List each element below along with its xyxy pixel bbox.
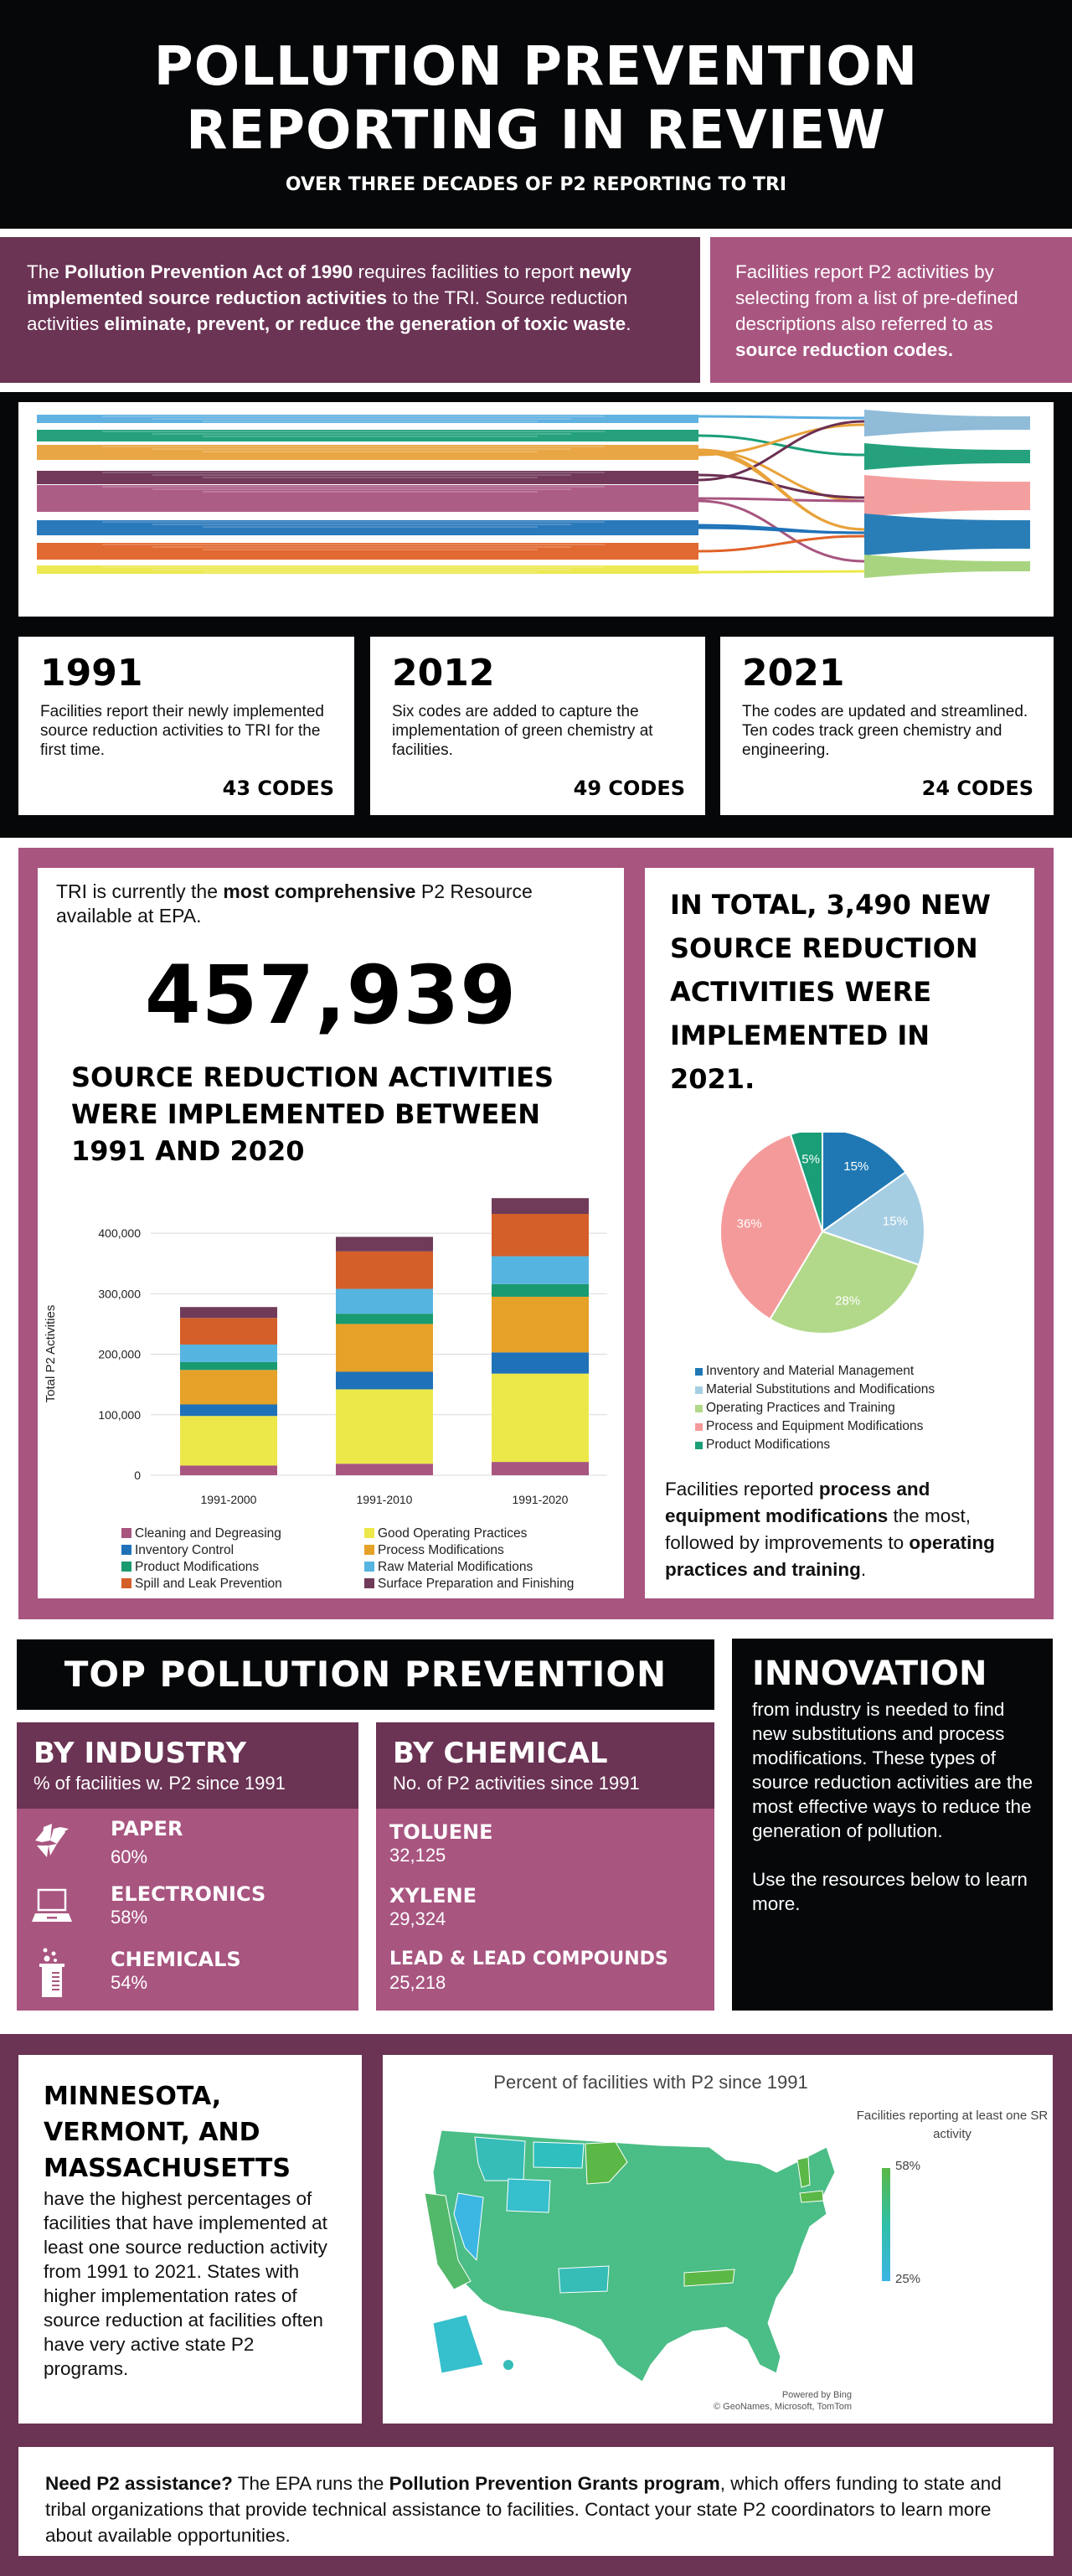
intro-text: .	[626, 313, 631, 334]
svg-text:200,000: 200,000	[98, 1347, 141, 1361]
legend-label: Good Operating Practices	[378, 1526, 528, 1541]
by-industry-header	[17, 1722, 358, 1809]
code-count: 43 CODES	[222, 777, 334, 800]
top-states-title	[44, 2078, 343, 2186]
grants-text: , which offers funding to state and tribal organizations that provide technical assistance to facilities. Contact your state P2 coordinators to learn more about available opportunities.	[45, 2473, 1002, 2546]
legend-label: Operating Practices and Training	[706, 1401, 895, 1415]
industry-item-electronics	[111, 1882, 265, 1929]
legend-swatch	[121, 1528, 131, 1538]
industry-name: PAPER	[111, 1817, 183, 1840]
top-states-body: have the highest percentages of facilities that have implemented at least one source reduction activity from 1991 to 2021. States with higher implementation rates of source reduction at facilities often have very active state P2 programs.	[44, 2188, 327, 2379]
bar-segment	[492, 1284, 589, 1297]
timeline-section	[0, 392, 1072, 838]
by-industry-heading: BY INDUSTRY	[34, 1737, 247, 1770]
cumulative-card	[38, 868, 624, 1598]
beaker-icon	[37, 1947, 67, 1999]
chemical-name: XYLENE	[389, 1884, 477, 1907]
bar-segment	[180, 1345, 277, 1362]
industry-value: 54%	[111, 1972, 148, 1993]
sankey-output-band	[864, 443, 1030, 470]
chemical-item-lead	[389, 1948, 668, 1995]
pie-chart-canvas	[645, 1133, 1034, 1342]
bar-segment	[336, 1314, 433, 1324]
title-line-2: REPORTING IN REVIEW	[186, 100, 886, 162]
legend-label: Process Modifications	[378, 1543, 504, 1557]
svg-text:1991-2020: 1991-2020	[512, 1493, 569, 1506]
legend-item	[364, 1526, 527, 1541]
by-industry-subheading: % of facilities w. P2 since 1991	[34, 1773, 286, 1794]
intro-text: to the TRI. Source reduction activities	[27, 287, 628, 334]
svg-text:15%: 15%	[843, 1159, 869, 1174]
industry-value: 58%	[111, 1907, 148, 1928]
alaska-region	[433, 2315, 483, 2373]
summary-part: the most, followed by improvements to	[665, 1505, 972, 1553]
annual-title-line: SOURCE REDUCTION	[670, 932, 978, 964]
bar-segment	[492, 1352, 589, 1373]
legend-item	[695, 1438, 830, 1453]
annual-title-line: IN TOTAL, 3,490 NEW	[670, 889, 991, 921]
year-label: 1991	[40, 652, 143, 694]
map-attribution-credits: © GeoNames, Microsoft, TomTom	[714, 2402, 852, 2412]
p2-grants-card	[18, 2447, 1054, 2556]
bar-segment	[180, 1465, 277, 1475]
legend-swatch	[695, 1368, 703, 1376]
bar-segment	[336, 1236, 433, 1251]
legend-label: Product Modifications	[706, 1438, 831, 1452]
svg-text:1991-2000: 1991-2000	[200, 1493, 257, 1506]
bar-segment	[336, 1289, 433, 1314]
top-p2-title: TOP POLLUTION PREVENTION	[17, 1639, 714, 1710]
legend-item	[121, 1526, 281, 1541]
origami-crane-icon	[32, 1822, 72, 1862]
bar-chart-canvas	[38, 1186, 624, 1521]
map-attribution-bing: Powered by Bing	[781, 2390, 852, 2400]
map-legend-title: Facilities reporting at least one SR activity	[856, 2109, 1049, 2141]
bar-segment	[336, 1372, 433, 1390]
svg-text:100,000: 100,000	[98, 1407, 141, 1422]
chemical-name: TOLUENE	[389, 1820, 493, 1844]
top-states-card	[18, 2055, 362, 2424]
map-legend-max: 58%	[895, 2159, 921, 2173]
summary-bold: process and equipment modifications	[665, 1479, 930, 1526]
legend-label: Inventory and Material Management	[706, 1364, 915, 1378]
bar-segment	[180, 1416, 277, 1465]
code-count: 49 CODES	[573, 777, 685, 800]
bar-segment	[180, 1318, 277, 1345]
legend-label: Spill and Leak Prevention	[135, 1577, 282, 1591]
annual-title	[670, 883, 1022, 1101]
sr-title-line: WERE IMPLEMENTED BETWEEN	[71, 1098, 540, 1130]
legend-item	[121, 1543, 234, 1558]
intro-text: Facilities report P2 activities by selecting from a list of pre-defined descriptions also referred to as	[735, 261, 1018, 334]
sankey-chart	[18, 402, 1054, 617]
sr-title-line: SOURCE REDUCTION ACTIVITIES	[71, 1061, 554, 1093]
us-map	[408, 2114, 877, 2398]
sankey-output-band	[864, 514, 1030, 555]
legend-swatch	[695, 1442, 703, 1449]
annual-title-line: 2021.	[670, 1063, 755, 1095]
legend-label: Inventory Control	[135, 1543, 234, 1557]
bar-segment	[180, 1405, 277, 1417]
sr-title-line: 1991 AND 2020	[71, 1135, 305, 1167]
bar-segment	[492, 1198, 589, 1214]
sankey-output-band	[864, 555, 1030, 578]
grants-bold: Need P2 assistance?	[45, 2473, 233, 2494]
chemical-value: 32,125	[389, 1845, 446, 1866]
total-activities-number: 457,939	[144, 948, 518, 1042]
legend-item	[121, 1577, 282, 1592]
bar-segment	[180, 1362, 277, 1370]
intro-bold: eliminate, prevent, or reduce the generation of toxic waste	[104, 313, 626, 334]
legend-label: Product Modifications	[135, 1560, 260, 1574]
legend-swatch	[364, 1562, 374, 1572]
lead-bold: most comprehensive	[223, 880, 416, 902]
bar-segment	[492, 1374, 589, 1462]
pie-chart	[645, 1133, 1034, 1342]
bar-segment	[336, 1324, 433, 1371]
annual-summary	[665, 1476, 1025, 1583]
legend-swatch	[364, 1545, 374, 1555]
intro-bold: newly implemented source reduction activities	[27, 261, 631, 308]
bar-segment	[180, 1370, 277, 1404]
lead-part: P2 Resource available at EPA.	[56, 880, 533, 927]
year-card-2012	[370, 637, 705, 815]
bar-segment	[492, 1462, 589, 1475]
legend-swatch	[121, 1578, 131, 1588]
massachusetts-region	[800, 2191, 823, 2202]
year-description: The codes are updated and streamlined. Ten codes track green chemistry and engineering.	[742, 703, 1028, 759]
grants-text: The EPA runs the	[232, 2473, 389, 2494]
year-card-2021	[720, 637, 1054, 815]
hawaii-region	[503, 2360, 513, 2370]
legend-item	[695, 1364, 914, 1379]
montana-idaho-region	[475, 2137, 525, 2181]
legend-item	[695, 1382, 935, 1397]
svg-text:1991-2010: 1991-2010	[356, 1493, 413, 1506]
sankey-output-band	[864, 410, 1030, 436]
sr-title	[71, 1059, 607, 1169]
industry-name: CHEMICALS	[111, 1948, 241, 1971]
sankey-band	[37, 520, 698, 535]
by-industry-panel	[17, 1722, 358, 2011]
bar-segment	[492, 1257, 589, 1284]
page-subtitle: OVER THREE DECADES OF P2 REPORTING TO TRI	[285, 174, 787, 195]
annual-title-line: ACTIVITIES WERE	[670, 976, 932, 1008]
sankey-flows	[18, 402, 1054, 617]
legend-label: Cleaning and Degreasing	[135, 1526, 281, 1541]
year-label: 2021	[742, 652, 845, 694]
industry-item-chemicals	[111, 1948, 241, 1995]
pie-chart-legend	[695, 1364, 1030, 1473]
legend-swatch	[695, 1405, 703, 1412]
year-description: Facilities report their newly implemented source reduction activities to TRI for the first time.	[40, 703, 324, 759]
intro-text: requires facilities to report	[353, 261, 580, 282]
annual-title-line: IMPLEMENTED IN	[670, 1020, 930, 1051]
legend-item	[364, 1543, 504, 1558]
summary-part: .	[860, 1559, 867, 1580]
summary-part: Facilities reported	[665, 1479, 819, 1500]
lead-part: TRI is currently the	[56, 880, 224, 902]
lead-text	[56, 880, 609, 928]
innovation-body: from industry is needed to find new substitutions and process modifications. These types of source reduction activities are the most effective ways to reduce the generation of pollution.	[752, 1699, 1033, 1841]
bar-segment	[180, 1307, 277, 1318]
state-section	[0, 2034, 1072, 2576]
wyoming-region	[507, 2179, 550, 2212]
by-chemical-list	[376, 1809, 714, 2011]
chemical-item-toluene	[389, 1820, 493, 1867]
year-description: Six codes are added to capture the implementation of green chemistry at facilities.	[392, 703, 653, 759]
chemical-name: LEAD & LEAD COMPOUNDS	[389, 1949, 668, 1969]
sankey-band	[37, 543, 698, 560]
by-industry-list	[17, 1809, 358, 2011]
year-label: 2012	[392, 652, 495, 694]
state-line: MASSACHUSETTS	[44, 2154, 291, 2183]
page-header	[0, 0, 1072, 229]
map-legend-gradient	[882, 2168, 890, 2281]
stats-section	[18, 848, 1054, 1619]
legend-swatch	[364, 1578, 374, 1588]
legend-item	[695, 1419, 923, 1434]
chemical-value: 29,324	[389, 1908, 446, 1929]
legend-label: Surface Preparation and Finishing	[378, 1577, 575, 1591]
annual-card	[645, 868, 1034, 1598]
bar-segment	[336, 1252, 433, 1289]
legend-swatch	[121, 1562, 131, 1572]
svg-text:Total P2 Activities: Total P2 Activities	[44, 1304, 58, 1403]
bar-segment	[492, 1297, 589, 1352]
svg-text:300,000: 300,000	[98, 1287, 141, 1301]
industry-item-paper	[111, 1817, 183, 1869]
bar-segment	[492, 1214, 589, 1257]
sankey-output-band	[864, 475, 1030, 517]
stacked-bar-chart	[38, 1186, 624, 1521]
chemical-value: 25,218	[389, 1972, 446, 1993]
innovation-cta: Use the resources below to learn more.	[752, 1869, 1028, 1914]
legend-label: Material Substitutions and Modifications	[706, 1382, 935, 1396]
oklahoma-region	[559, 2266, 609, 2293]
by-chemical-panel	[376, 1722, 714, 2011]
svg-text:400,000: 400,000	[98, 1226, 141, 1241]
bar-chart-legend	[38, 1526, 624, 1593]
industry-value: 60%	[111, 1846, 148, 1867]
legend-item	[364, 1577, 574, 1592]
chemical-item-xylene	[389, 1884, 477, 1931]
by-chemical-subheading: No. of P2 activities since 1991	[393, 1773, 640, 1794]
map-title: Percent of facilities with P2 since 1991	[493, 2072, 808, 2093]
state-line: VERMONT, AND	[44, 2118, 260, 2147]
title-line-1: POLLUTION PREVENTION	[153, 36, 919, 98]
laptop-icon	[32, 1887, 72, 1923]
code-count: 24 CODES	[921, 777, 1033, 800]
by-chemical-header	[376, 1722, 714, 1809]
intro-codes-box	[710, 237, 1072, 383]
summary-bold: operating practices and training	[665, 1532, 995, 1580]
innovation-title: INNOVATION	[752, 1655, 987, 1693]
legend-label: Process and Equipment Modifications	[706, 1419, 924, 1433]
north-dakota-region	[533, 2142, 584, 2168]
legend-swatch	[695, 1423, 703, 1431]
legend-label: Raw Material Modifications	[378, 1560, 533, 1574]
legend-swatch	[695, 1386, 703, 1394]
sankey-band	[37, 445, 698, 460]
legend-swatch	[364, 1528, 374, 1538]
map-legend-min: 25%	[895, 2272, 921, 2286]
intro-text: The	[27, 261, 65, 282]
legend-item	[121, 1560, 259, 1575]
legend-swatch	[121, 1545, 131, 1555]
intro-bold: Pollution Prevention Act of 1990	[64, 261, 353, 282]
grants-program-name: Pollution Prevention Grants program	[389, 2473, 720, 2494]
intro-bold: source reduction codes.	[735, 339, 954, 360]
state-line: MINNESOTA,	[44, 2082, 222, 2111]
svg-text:5%: 5%	[801, 1152, 820, 1167]
svg-text:28%: 28%	[835, 1293, 861, 1309]
svg-text:15%: 15%	[882, 1214, 908, 1229]
legend-item	[695, 1401, 895, 1416]
choropleth-map-card	[383, 2055, 1053, 2424]
intro-act-box	[0, 237, 700, 383]
bar-segment	[336, 1464, 433, 1475]
innovation-panel	[732, 1639, 1053, 2011]
svg-text:36%: 36%	[736, 1216, 762, 1231]
bar-segment	[336, 1389, 433, 1464]
by-chemical-heading: BY CHEMICAL	[393, 1737, 608, 1770]
svg-text:0: 0	[134, 1469, 141, 1482]
legend-item	[364, 1560, 533, 1575]
page-title	[0, 35, 1072, 163]
industry-name: ELECTRONICS	[111, 1882, 266, 1906]
year-card-1991	[18, 637, 354, 815]
